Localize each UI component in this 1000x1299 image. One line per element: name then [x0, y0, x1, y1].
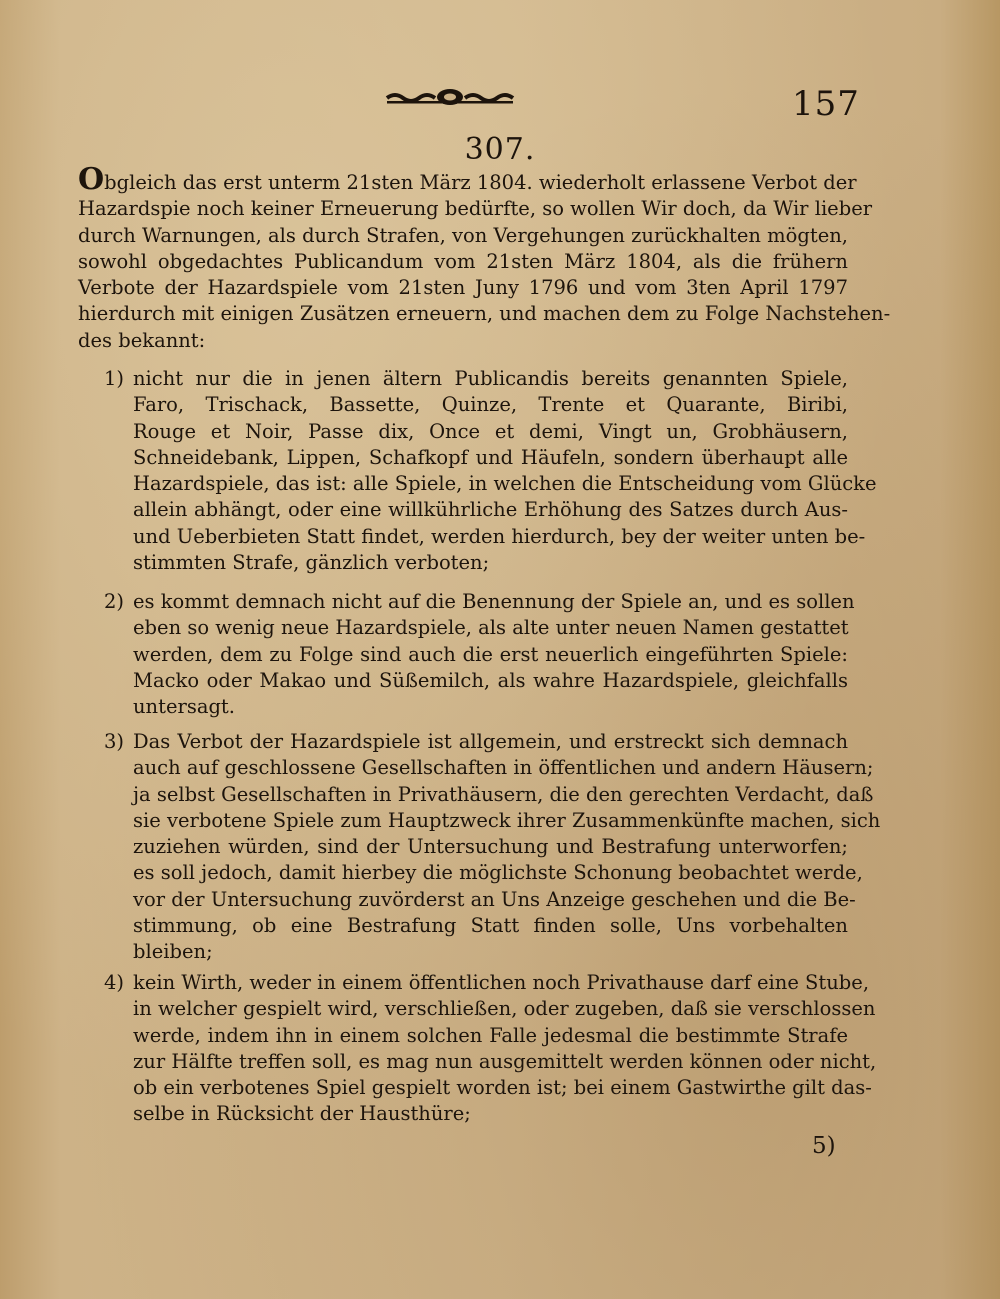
item-line: untersagt.	[133, 695, 235, 719]
page-number: 157	[792, 84, 860, 124]
drop-cap: O	[78, 162, 105, 197]
item-line: Faro, Trischack, Bassette, Quinze, Trente et Quarante, Biribi,	[133, 393, 848, 417]
item-line: und Ueberbieten Statt findet, werden hierdurch, bey der weiter unten be-	[133, 524, 866, 548]
intro-line: durch Warnungen, als durch Strafen, von Vergehungen zurückhalten mögten,	[78, 223, 848, 247]
item-line: in welcher gespielt wird, verschließen, oder zugeben, daß sie verschlossen	[133, 997, 876, 1021]
item-line: Macko oder Makao und Süßemilch, als wahre Hazardspiele, gleichfalls	[133, 668, 848, 692]
item-line: werden, dem zu Folge sind auch die erst neuerlich eingeführten Spiele:	[133, 642, 848, 666]
item-line: bleiben;	[133, 940, 213, 964]
item-2-text	[133, 589, 855, 720]
item-line: vor der Untersuchung zuvörderst an Uns Anzeige geschehen und die Be-	[133, 887, 856, 911]
item-3-text	[133, 729, 881, 966]
item-line: sie verbotene Spiele zum Hauptzweck ihrer Zusammenkünfte machen, sich	[133, 808, 881, 832]
item-2-label: 2)	[104, 590, 125, 613]
intro-paragraph	[78, 162, 891, 354]
item-line: eben so wenig neue Hazardspiele, als alte unter neuen Namen gestattet	[133, 616, 849, 640]
item-1-text	[133, 366, 877, 576]
item-line: zuziehen würden, sind der Untersuchung und Bestrafung unterworfen;	[133, 835, 848, 859]
intro-line: Obgleich das erst unterm 21sten März 1804. wiederholt erlassene Verbot der	[78, 162, 857, 197]
item-line: kein Wirth, weder in einem öffentlichen noch Privathause darf eine Stube,	[133, 971, 870, 994]
item-line: auch auf geschlossene Gesellschaften in öffentlichen und andern Häusern;	[133, 756, 874, 780]
intro-line: sowohl obgedachtes Publicandum vom 21sten März 1804, als die frühern	[78, 249, 848, 273]
item-line: nicht nur die in jenen ältern Publicandis bereits genannten Spiele,	[133, 367, 848, 390]
item-line: Hazardspiele, das ist: alle Spiele, in welchen die Entscheidung vom Glücke	[133, 472, 877, 496]
item-line: selbe in Rücksicht der Hausthüre;	[133, 1102, 471, 1126]
catchword: 5)	[812, 1133, 836, 1159]
header-ornament	[385, 86, 515, 108]
item-line: stimmung, ob eine Bestrafung Statt finden solle, Uns vorbehalten	[133, 914, 848, 938]
item-line: Das Verbot der Hazardspiele ist allgemein, und erstreckt sich demnach	[133, 730, 848, 753]
item-line: ja selbst Gesellschaften in Privathäusern, die den gerechten Verdacht, daß	[133, 782, 874, 806]
item-3-label: 3)	[104, 730, 125, 753]
item-4-label: 4)	[104, 971, 125, 994]
intro-line: hierdurch mit einigen Zusätzen erneuern, und machen dem zu Folge Nachstehen-	[78, 302, 891, 326]
item-1-label: 1)	[104, 367, 125, 390]
item-line: Schneidebank, Lippen, Schafkopf und Häufeln, sondern überhaupt alle	[133, 445, 848, 469]
item-line: werde, indem ihn in einem solchen Falle jedesmal die bestimmte Strafe	[133, 1023, 848, 1047]
intro-line: des bekannt:	[78, 328, 206, 352]
item-4-text	[133, 970, 877, 1128]
item-line: es kommt demnach nicht auf die Benennung der Spiele an, und es sollen	[133, 590, 855, 613]
section-number: 307.	[464, 132, 536, 167]
intro-line: Verbote der Hazardspiele vom 21sten Juny 1796 und vom 3ten April 1797	[78, 276, 848, 300]
item-line: zur Hälfte treffen soll, es mag nun ausgemittelt werden können oder nicht,	[133, 1049, 877, 1073]
item-line: ob ein verbotenes Spiel gespielt worden ist; bei einem Gastwirthe gilt das-	[133, 1076, 872, 1100]
intro-line: Hazardspie noch keiner Erneuerung bedürfte, so wollen Wir doch, da Wir lieber	[78, 197, 873, 221]
item-line: Rouge et Noir, Passe dix, Once et demi, Vingt un, Grobhäusern,	[133, 419, 848, 443]
item-line: stimmten Strafe, gänzlich verboten;	[133, 551, 490, 575]
item-line: es soll jedoch, damit hierbey die möglichste Schonung beobachtet werde,	[133, 861, 863, 885]
item-line: allein abhängt, oder eine willkührliche Erhöhung des Satzes durch Aus-	[133, 498, 848, 522]
